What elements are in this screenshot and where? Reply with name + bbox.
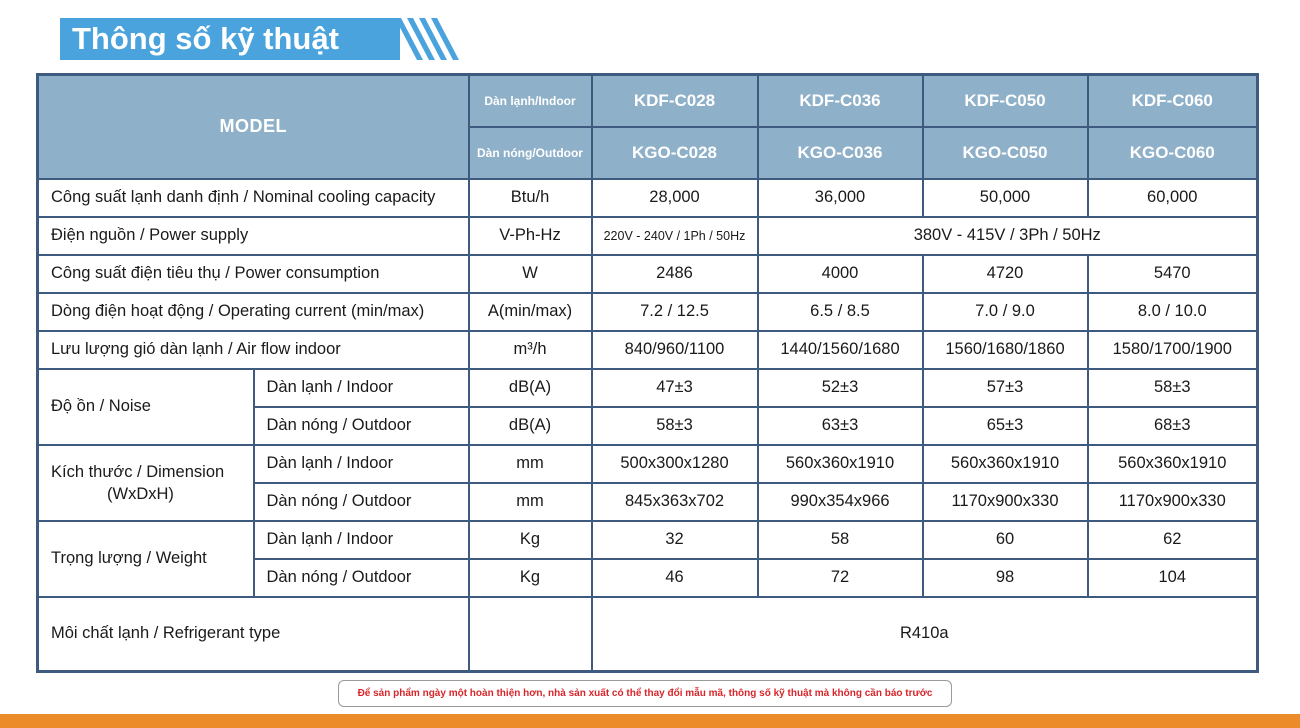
- value-cell: 50,000: [923, 179, 1088, 217]
- sub-label-outdoor: Dàn nóng / Outdoor: [254, 559, 469, 597]
- value-cell: 36,000: [758, 179, 923, 217]
- page-title: Thông số kỹ thuật: [72, 21, 339, 56]
- outdoor-model-3: KGO-C050: [923, 127, 1088, 179]
- unit-cell: V-Ph-Hz: [469, 217, 592, 255]
- value-cell-merged: 380V - 415V / 3Ph / 50Hz: [758, 217, 1258, 255]
- value-cell: 7.2 / 12.5: [592, 293, 758, 331]
- unit-cell: m³/h: [469, 331, 592, 369]
- value-cell: 4000: [758, 255, 923, 293]
- indoor-model-4: KDF-C060: [1088, 75, 1258, 127]
- value-cell: 32: [592, 521, 758, 559]
- value-cell: 58±3: [592, 407, 758, 445]
- table-row: [38, 293, 1258, 331]
- dimension-label-line2: (WxDxH): [107, 484, 174, 503]
- value-cell: 560x360x1910: [758, 445, 923, 483]
- header-row-indoor: [38, 75, 1258, 127]
- value-cell: 65±3: [923, 407, 1088, 445]
- value-cell: 7.0 / 9.0: [923, 293, 1088, 331]
- sub-label-indoor: Dàn lạnh / Indoor: [254, 521, 469, 559]
- table-row: [38, 369, 1258, 407]
- row-label-dimension: [38, 445, 254, 521]
- outdoor-model-4: KGO-C060: [1088, 127, 1258, 179]
- indoor-label: Dàn lạnh/Indoor: [469, 75, 592, 127]
- sub-label-indoor: Dàn lạnh / Indoor: [254, 445, 469, 483]
- unit-cell: dB(A): [469, 407, 592, 445]
- title-banner: [60, 18, 400, 60]
- value-cell: 840/960/1100: [592, 331, 758, 369]
- table-row: [38, 179, 1258, 217]
- row-label-airflow: Lưu lượng gió dàn lạnh / Air flow indoor: [38, 331, 469, 369]
- indoor-model-2: KDF-C036: [758, 75, 923, 127]
- unit-cell: [469, 597, 592, 672]
- value-cell-merged: R410a: [592, 597, 1258, 672]
- outdoor-model-1: KGO-C028: [592, 127, 758, 179]
- unit-cell: mm: [469, 445, 592, 483]
- unit-cell: A(min/max): [469, 293, 592, 331]
- value-cell: 58: [758, 521, 923, 559]
- sub-label-outdoor: Dàn nóng / Outdoor: [254, 407, 469, 445]
- row-label-current: Dòng điện hoạt động / Operating current (min/max): [38, 293, 469, 331]
- unit-cell: dB(A): [469, 369, 592, 407]
- row-label-refrigerant: Môi chất lạnh / Refrigerant type: [38, 597, 469, 672]
- value-cell: 990x354x966: [758, 483, 923, 521]
- dimension-label-line1: Kích thước / Dimension: [51, 462, 225, 481]
- table-row: [38, 521, 1258, 559]
- value-cell: 63±3: [758, 407, 923, 445]
- value-cell: 28,000: [592, 179, 758, 217]
- row-label-power-supply: Điện nguồn / Power supply: [38, 217, 469, 255]
- footer-bar: [0, 714, 1300, 728]
- value-cell: 560x360x1910: [1088, 445, 1258, 483]
- spec-table: [36, 73, 1259, 673]
- value-cell: 98: [923, 559, 1088, 597]
- outdoor-label: Dàn nóng/Outdoor: [469, 127, 592, 179]
- value-cell: 60: [923, 521, 1088, 559]
- sub-label-outdoor: Dàn nóng / Outdoor: [254, 483, 469, 521]
- value-cell: 60,000: [1088, 179, 1258, 217]
- disclaimer-note: Để sản phẩm ngày một hoàn thiện hơn, nhà sản xuất có thể thay đổi mẫu mã, thông số kỹ thuật mà không cần báo trước: [338, 680, 952, 707]
- indoor-model-1: KDF-C028: [592, 75, 758, 127]
- value-cell: 46: [592, 559, 758, 597]
- row-label-cooling: Công suất lạnh danh định / Nominal cooling capacity: [38, 179, 469, 217]
- table-row: [38, 331, 1258, 369]
- indoor-model-3: KDF-C050: [923, 75, 1088, 127]
- value-cell: 47±3: [592, 369, 758, 407]
- value-cell: 1440/1560/1680: [758, 331, 923, 369]
- value-cell: 52±3: [758, 369, 923, 407]
- value-cell: 6.5 / 8.5: [758, 293, 923, 331]
- outdoor-model-2: KGO-C036: [758, 127, 923, 179]
- value-cell: 845x363x702: [592, 483, 758, 521]
- unit-cell: Btu/h: [469, 179, 592, 217]
- unit-cell: W: [469, 255, 592, 293]
- value-cell: 57±3: [923, 369, 1088, 407]
- value-cell: 58±3: [1088, 369, 1258, 407]
- value-cell: 68±3: [1088, 407, 1258, 445]
- unit-cell: mm: [469, 483, 592, 521]
- value-cell: 72: [758, 559, 923, 597]
- value-cell: 4720: [923, 255, 1088, 293]
- value-cell: 1170x900x330: [1088, 483, 1258, 521]
- unit-cell: Kg: [469, 521, 592, 559]
- value-cell: 1560/1680/1860: [923, 331, 1088, 369]
- value-cell: 2486: [592, 255, 758, 293]
- value-cell: 1170x900x330: [923, 483, 1088, 521]
- row-label-consumption: Công suất điện tiêu thụ / Power consumption: [38, 255, 469, 293]
- value-cell: 500x300x1280: [592, 445, 758, 483]
- unit-cell: Kg: [469, 559, 592, 597]
- model-header: MODEL: [38, 75, 469, 179]
- table-row: [38, 255, 1258, 293]
- value-cell: 5470: [1088, 255, 1258, 293]
- row-label-noise: Độ ồn / Noise: [38, 369, 254, 445]
- value-cell: 1580/1700/1900: [1088, 331, 1258, 369]
- sub-label-indoor: Dàn lạnh / Indoor: [254, 369, 469, 407]
- value-cell: 560x360x1910: [923, 445, 1088, 483]
- table-row: [38, 597, 1258, 672]
- row-label-weight: Trọng lượng / Weight: [38, 521, 254, 597]
- title-stripes-decoration: [395, 18, 475, 60]
- value-cell: 220V - 240V / 1Ph / 50Hz: [592, 217, 758, 255]
- table-row: [38, 445, 1258, 483]
- table-row: [38, 217, 1258, 255]
- value-cell: 104: [1088, 559, 1258, 597]
- value-cell: 8.0 / 10.0: [1088, 293, 1258, 331]
- value-cell: 62: [1088, 521, 1258, 559]
